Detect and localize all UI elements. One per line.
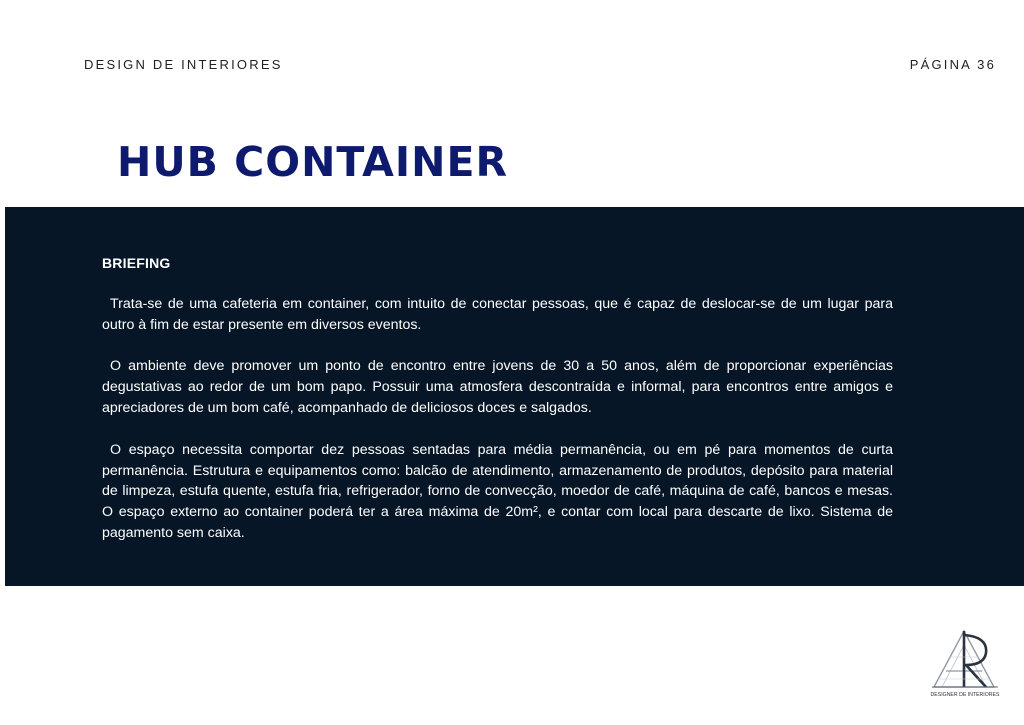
briefing-heading: BRIEFING (102, 255, 171, 271)
header-section-label: DESIGN DE INTERIORES (84, 57, 283, 72)
briefing-paragraph-2: O ambiente deve promover um ponto de encontro entre jovens de 30 a 50 anos, além de proporcionar experiências degustativas ao redor de um bom papo. Possuir uma atmosfera descontraída e informal, para encontros entre amigos e apreciadores de um bom café, acompanhado de deliciosos doces e salgados. (102, 358, 893, 416)
briefing-paragraph-1: Trata-se de uma cafeteria em container, com intuito de conectar pessoas, que é capaz de deslocar-se de um lugar para outro à fim de estar presente em diversos eventos. (102, 295, 893, 333)
page-number: PÁGINA 36 (909, 57, 996, 72)
briefing-paragraph-3: O espaço necessita comportar dez pessoas sentadas para média permanência, ou em pé para momentos de curta permanência. Estrutura e equipamentos como: balcão de atendimento, armazenamento de produtos, depósito para material de limpeza, estufa quente, estufa fria, refrigerador, forno de convecção, moedor de café, máquina de café, bancos e mesas. O espaço externo ao container poderá ter a área máxima de 20m², e contar com local para descarte de lixo. Sistema de pagamento sem caixa. (102, 441, 893, 541)
logo-icon (928, 627, 1002, 699)
briefing-panel (5, 207, 1024, 586)
ar-monogram-logo (928, 627, 1002, 699)
briefing-content (102, 253, 893, 565)
page-title: HUB CONTAINER (117, 138, 509, 186)
logo-caption: DESIGNER DE INTERIORES (930, 692, 1000, 698)
